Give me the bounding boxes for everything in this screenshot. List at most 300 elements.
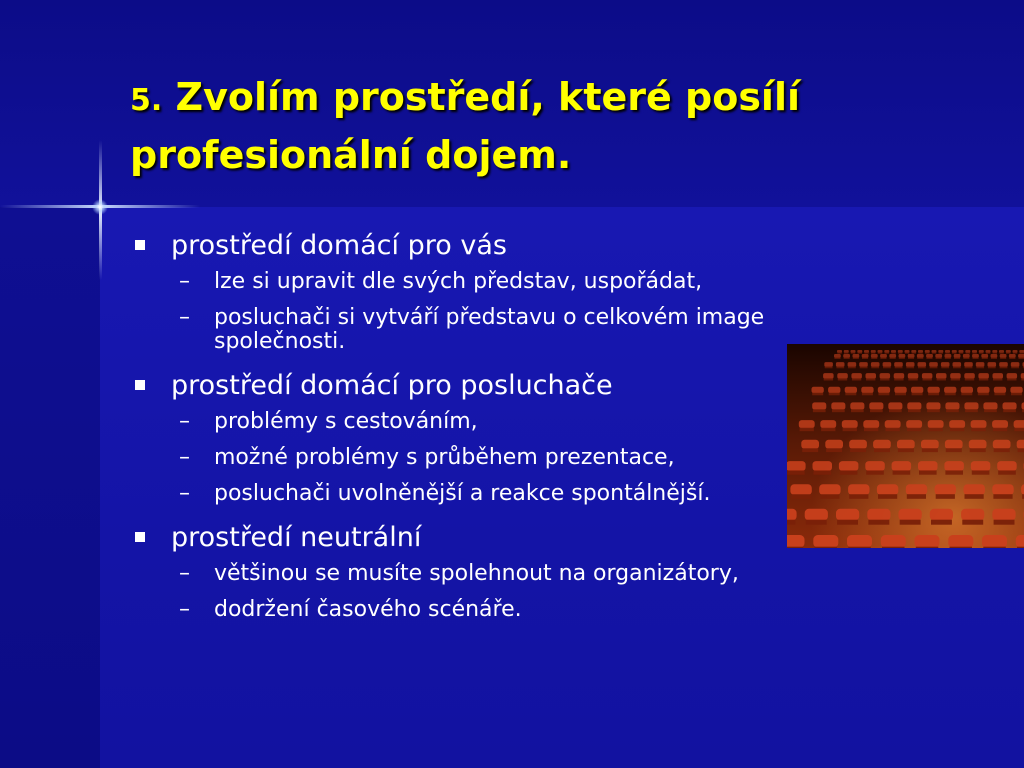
- seat-cushion: [1006, 353, 1011, 354]
- seat-back: [992, 420, 1008, 428]
- seat-back: [863, 420, 879, 428]
- seat-cushion: [1013, 353, 1018, 354]
- square-bullet-icon: [135, 380, 145, 390]
- seat-cushion: [941, 366, 949, 368]
- auditorium-seats-photo: [787, 344, 1024, 548]
- seat-back: [911, 387, 923, 393]
- seat-back: [976, 362, 985, 367]
- seat-back: [869, 402, 883, 409]
- seat-back: [805, 509, 828, 521]
- sub-bullet-text: problémy s cestováním,: [214, 409, 478, 434]
- seat-cushion: [800, 428, 814, 432]
- seat-cushion: [848, 547, 871, 548]
- seat-back: [981, 354, 988, 358]
- seat-back: [787, 509, 797, 521]
- bullet-text: prostředí domácí pro vás: [171, 230, 507, 261]
- seat-back: [1003, 402, 1017, 409]
- seat-back: [988, 362, 997, 367]
- seat-cushion: [963, 357, 969, 359]
- dash-marker: –: [179, 481, 190, 506]
- seat-cushion: [874, 448, 890, 452]
- seat-cushion: [862, 393, 873, 396]
- seat-cushion: [878, 494, 897, 499]
- seat-back: [825, 440, 843, 449]
- seat-back: [848, 484, 869, 495]
- sub-bullet-item: [135, 562, 855, 586]
- seat-back: [926, 354, 933, 358]
- seat-back: [936, 373, 947, 379]
- square-bullet-icon: [135, 240, 145, 250]
- seat-cushion: [1007, 378, 1016, 380]
- seat-back: [871, 350, 876, 353]
- seat-back: [844, 350, 849, 353]
- seat-back: [824, 362, 833, 367]
- seat-back: [898, 350, 903, 353]
- seat-cushion: [845, 393, 856, 396]
- seat-cushion: [976, 366, 984, 368]
- seat-cushion: [923, 378, 932, 380]
- seat-cushion: [965, 378, 974, 380]
- square-bullet-icon: [135, 532, 145, 542]
- seat-cushion: [951, 378, 960, 380]
- seat-cushion: [945, 353, 950, 354]
- seat-cushion: [950, 428, 964, 432]
- seat-cushion: [849, 494, 868, 499]
- seat-cushion: [886, 428, 900, 432]
- seat-back: [820, 420, 836, 428]
- seat-back: [964, 402, 978, 409]
- seat-back: [972, 354, 979, 358]
- seat-cushion: [998, 470, 1016, 474]
- seat-back: [837, 373, 848, 379]
- seat-back: [787, 535, 805, 548]
- seat-back: [865, 461, 885, 471]
- slide-content: [135, 226, 855, 634]
- seat-back: [847, 535, 872, 548]
- seat-cushion: [893, 470, 911, 474]
- seat-back: [926, 402, 940, 409]
- sub-bullet-text: většinou se musíte spolehnout na organizátory,: [214, 561, 739, 586]
- seat-cushion: [871, 357, 877, 359]
- seat-back: [1000, 354, 1007, 358]
- seat-back: [866, 373, 877, 379]
- seat-back: [992, 509, 1015, 521]
- seat-back: [972, 350, 977, 353]
- seat-back: [997, 461, 1017, 471]
- seat-back: [1016, 535, 1024, 548]
- seat-cushion: [965, 366, 973, 368]
- seat-cushion: [878, 353, 883, 354]
- seat-cushion: [1018, 448, 1024, 452]
- bullet-group-2: [135, 366, 855, 506]
- seat-back: [828, 387, 840, 393]
- seat-back: [953, 362, 962, 367]
- seat-cushion: [922, 448, 938, 452]
- seat-cushion: [979, 353, 984, 354]
- seat-back: [831, 402, 845, 409]
- seat-cushion: [898, 353, 903, 354]
- seat-cushion: [843, 428, 857, 432]
- seat-back: [899, 354, 906, 358]
- seat-cushion: [978, 393, 989, 396]
- slide-title: [130, 70, 990, 182]
- seat-back: [1009, 354, 1016, 358]
- sub-bullet-text: dodržení časového scénáře.: [214, 597, 522, 622]
- seat-cushion: [883, 366, 891, 368]
- seat-cushion: [851, 353, 856, 354]
- seat-cushion: [965, 409, 978, 412]
- seat-back: [928, 420, 944, 428]
- seat-back: [991, 354, 998, 358]
- seat-back: [969, 440, 987, 449]
- seat-cushion: [929, 428, 943, 432]
- seat-back: [979, 350, 984, 353]
- seat-cushion: [858, 353, 863, 354]
- seat-cushion: [814, 470, 832, 474]
- seat-back: [986, 350, 991, 353]
- bullet-group-1: [135, 226, 855, 354]
- seat-back: [881, 535, 906, 548]
- seat-back: [880, 354, 887, 358]
- seat-cushion: [1014, 428, 1024, 432]
- seat-cushion: [931, 520, 952, 525]
- seat-back: [1014, 420, 1024, 428]
- seat-cushion: [959, 353, 964, 354]
- seat-cushion: [993, 378, 1002, 380]
- seat-back: [851, 350, 856, 353]
- seat-cushion: [908, 378, 917, 380]
- seat-cushion: [986, 353, 991, 354]
- seat-back: [949, 420, 965, 428]
- background-left-band: [0, 207, 100, 768]
- seat-back: [867, 509, 890, 521]
- seat-cushion: [898, 448, 914, 452]
- seat-cushion: [972, 470, 990, 474]
- seat-cushion: [806, 520, 827, 525]
- seat-cushion: [908, 409, 921, 412]
- seat-back: [851, 373, 862, 379]
- sub-list: [135, 410, 855, 506]
- seat-back: [911, 350, 916, 353]
- seat-back: [787, 461, 806, 471]
- seat-cushion: [871, 366, 879, 368]
- seat-back: [861, 387, 873, 393]
- seat-back: [812, 402, 826, 409]
- seat-back: [889, 354, 896, 358]
- sub-bullet-item: [135, 598, 855, 622]
- seat-cushion: [912, 353, 917, 354]
- seat-back: [897, 440, 915, 449]
- seat-back: [964, 484, 985, 495]
- seat-cushion: [787, 470, 805, 474]
- seat-back: [813, 535, 838, 548]
- seat-back: [823, 373, 834, 379]
- seat-back: [908, 354, 915, 358]
- seat-back: [884, 350, 889, 353]
- seat-back: [883, 362, 892, 367]
- seat-back: [917, 354, 924, 358]
- dash-marker: –: [179, 269, 190, 294]
- seat-cushion: [813, 409, 826, 412]
- seat-back: [819, 484, 840, 495]
- seat-back: [941, 362, 950, 367]
- sub-bullet-item: [135, 270, 855, 294]
- seat-cushion: [812, 393, 823, 396]
- sub-bullet-text: možné problémy s průběhem prezentace,: [214, 445, 675, 470]
- seat-back: [857, 350, 862, 353]
- seat-cushion: [821, 428, 835, 432]
- seat-back: [992, 350, 997, 353]
- seat-cushion: [834, 357, 840, 359]
- seat-cushion: [1009, 357, 1015, 359]
- seat-cushion: [840, 470, 858, 474]
- seat-cushion: [952, 353, 957, 354]
- sub-bullet-item: [135, 306, 855, 354]
- seat-cushion: [1003, 409, 1016, 412]
- seat-back: [878, 350, 883, 353]
- seat-back: [894, 362, 903, 367]
- seat-cushion: [862, 357, 868, 359]
- slide-title-text: Zvolím prostředí, které posílí profesionální dojem.: [130, 75, 801, 177]
- seat-back: [837, 350, 842, 353]
- seat-cushion: [993, 494, 1012, 499]
- sub-bullet-item: [135, 410, 855, 434]
- seat-back: [845, 387, 857, 393]
- seat-back: [994, 387, 1006, 393]
- seat-cushion: [826, 448, 842, 452]
- seat-back: [850, 402, 864, 409]
- seat-cushion: [925, 353, 930, 354]
- seat-back: [880, 373, 891, 379]
- seat-back: [950, 373, 961, 379]
- seat-back: [971, 461, 991, 471]
- seat-cushion: [889, 409, 902, 412]
- seat-cushion: [848, 366, 856, 368]
- seat-cushion: [927, 409, 940, 412]
- sub-bullet-text: posluchači si vytváří představu o celkovém image společnosti.: [214, 305, 765, 354]
- seat-back: [871, 354, 878, 358]
- seat-cushion: [926, 357, 932, 359]
- seat-back: [836, 509, 859, 521]
- seat-cushion: [1011, 366, 1019, 368]
- bullet-item: [135, 226, 855, 266]
- seat-cushion: [953, 366, 961, 368]
- seat-back: [862, 354, 869, 358]
- seat-back: [977, 387, 989, 393]
- seat-cushion: [908, 357, 914, 359]
- seat-cushion: [853, 357, 859, 359]
- seat-cushion: [899, 357, 905, 359]
- seat-back: [899, 509, 922, 521]
- seat-back: [948, 535, 973, 548]
- seat-back: [877, 484, 898, 495]
- seat-cushion: [880, 378, 889, 380]
- seat-back: [839, 461, 859, 471]
- seat-back: [1011, 362, 1020, 367]
- seat-cushion: [972, 353, 977, 354]
- seat-cushion: [829, 393, 840, 396]
- seat-back: [961, 387, 973, 393]
- seat-cushion: [836, 366, 844, 368]
- seat-back: [918, 350, 923, 353]
- seat-back: [906, 362, 915, 367]
- seat-back: [945, 354, 952, 358]
- seat-cushion: [880, 357, 886, 359]
- seat-cushion: [832, 409, 845, 412]
- seat-cushion: [983, 547, 1006, 548]
- seat-back: [938, 350, 943, 353]
- seat-cushion: [802, 448, 818, 452]
- seat-back: [963, 354, 970, 358]
- seat-back: [945, 350, 950, 353]
- seat-cushion: [928, 393, 939, 396]
- seat-back: [945, 402, 959, 409]
- seat-cushion: [979, 378, 988, 380]
- seat-back: [812, 387, 824, 393]
- seat-cushion: [912, 393, 923, 396]
- seat-back: [1006, 350, 1011, 353]
- seat-cushion: [900, 520, 921, 525]
- seat-cushion: [918, 353, 923, 354]
- seat-cushion: [1017, 547, 1024, 548]
- seat-back: [921, 440, 939, 449]
- seat-cushion: [815, 547, 838, 548]
- seat-cushion: [937, 378, 946, 380]
- dash-marker: –: [179, 409, 190, 434]
- seat-cushion: [932, 353, 937, 354]
- seat-back: [993, 440, 1011, 449]
- seat-cushion: [907, 494, 926, 499]
- seat-back: [848, 362, 857, 367]
- dash-marker: –: [179, 445, 190, 470]
- seat-back: [853, 354, 860, 358]
- seat-cushion: [919, 470, 937, 474]
- sub-bullet-item: [135, 482, 855, 506]
- seat-cushion: [946, 448, 962, 452]
- seat-cushion: [851, 409, 864, 412]
- seat-cushion: [994, 393, 1005, 396]
- seat-cushion: [866, 470, 884, 474]
- seat-cushion: [939, 353, 944, 354]
- seat-cushion: [916, 547, 939, 548]
- seat-back: [906, 484, 927, 495]
- seat-cushion: [970, 448, 986, 452]
- seat-cushion: [965, 494, 984, 499]
- seat-back: [1018, 354, 1024, 358]
- seat-cushion: [950, 547, 973, 548]
- seat-cushion: [993, 428, 1007, 432]
- seat-cushion: [994, 448, 1010, 452]
- seat-back: [1010, 387, 1022, 393]
- seat-cushion: [1020, 353, 1024, 354]
- seat-cushion: [973, 357, 979, 359]
- seat-cushion: [994, 520, 1015, 525]
- bullet-item: [135, 518, 855, 558]
- seat-cushion: [871, 353, 876, 354]
- seat-back: [843, 354, 850, 358]
- seat-back: [999, 362, 1008, 367]
- seat-cushion: [844, 353, 849, 354]
- seat-cushion: [825, 366, 833, 368]
- seat-cushion: [878, 393, 889, 396]
- seat-cushion: [882, 547, 905, 548]
- seat-back: [952, 350, 957, 353]
- bullet-group-3: [135, 518, 855, 622]
- seat-cushion: [895, 393, 906, 396]
- seat-cushion: [1019, 357, 1024, 359]
- seat-back: [1007, 373, 1018, 379]
- seat-back: [993, 373, 1004, 379]
- seat-back: [918, 362, 927, 367]
- seat-back: [905, 350, 910, 353]
- seat-back: [842, 420, 858, 428]
- seat-cushion: [894, 378, 903, 380]
- seat-back: [859, 362, 868, 367]
- dash-marker: –: [179, 305, 190, 330]
- seat-cushion: [787, 547, 803, 548]
- seat-cushion: [993, 353, 998, 354]
- seat-back: [908, 373, 919, 379]
- seat-back: [906, 420, 922, 428]
- seat-cushion: [971, 428, 985, 432]
- seat-back: [925, 350, 930, 353]
- light-flare-center: [92, 199, 108, 215]
- seat-cushion: [891, 353, 896, 354]
- seat-back: [813, 461, 833, 471]
- seat-back: [944, 387, 956, 393]
- seat-back: [864, 350, 869, 353]
- seat-back: [982, 535, 1007, 548]
- seat-cushion: [945, 470, 963, 474]
- seat-cushion: [895, 366, 903, 368]
- seat-cushion: [792, 494, 811, 499]
- seat-cushion: [988, 366, 996, 368]
- seat-cushion: [866, 378, 875, 380]
- seat-back: [892, 461, 912, 471]
- seat-cushion: [885, 353, 890, 354]
- auditorium-seats-image: [787, 344, 1024, 548]
- seat-cushion: [962, 520, 983, 525]
- seat-back: [930, 509, 953, 521]
- seat-back: [983, 402, 997, 409]
- seat-back: [873, 440, 891, 449]
- sub-bullet-item: [135, 446, 855, 470]
- seat-cushion: [982, 357, 988, 359]
- seat-back: [959, 350, 964, 353]
- seat-cushion: [850, 448, 866, 452]
- seat-back: [1017, 440, 1024, 449]
- sub-list: [135, 270, 855, 354]
- seat-cushion: [906, 366, 914, 368]
- seat-back: [836, 362, 845, 367]
- seat-cushion: [945, 393, 956, 396]
- seat-back: [1019, 350, 1024, 353]
- seat-back: [915, 535, 940, 548]
- seat-cushion: [852, 378, 861, 380]
- seat-back: [801, 440, 819, 449]
- seat-cushion: [844, 357, 850, 359]
- dash-marker: –: [179, 561, 190, 586]
- seat-cushion: [868, 520, 889, 525]
- seat-cushion: [954, 357, 960, 359]
- seat-back: [799, 420, 815, 428]
- seat-back: [964, 362, 973, 367]
- seat-back: [878, 387, 890, 393]
- seat-cushion: [820, 494, 839, 499]
- bullet-item: [135, 366, 855, 406]
- dash-marker: –: [179, 597, 190, 622]
- seat-back: [894, 387, 906, 393]
